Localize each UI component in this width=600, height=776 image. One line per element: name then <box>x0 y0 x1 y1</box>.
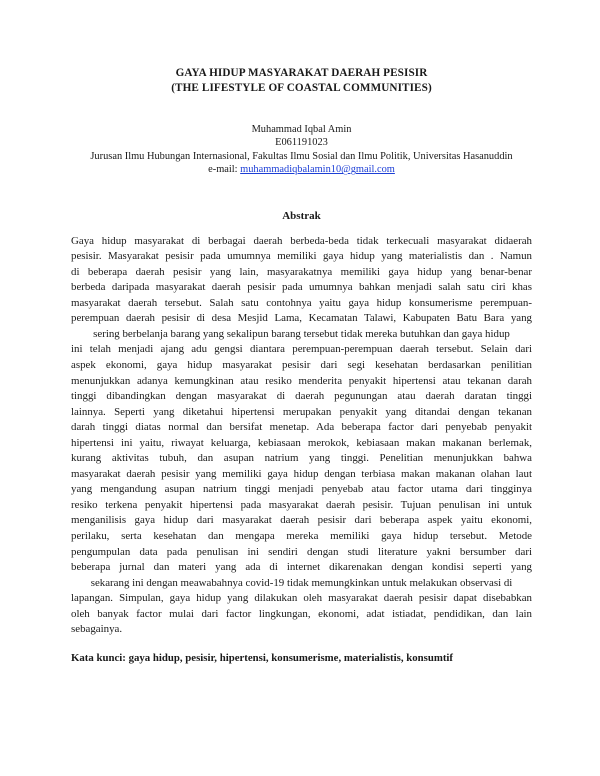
abstract-line: masyarakat daerah tersebut. Salah satu contohnya yaitu gaya hidup konsumerisme perempuan- <box>71 296 532 309</box>
abstract-line: menunjukkan adanya kemungkinan atau resiko menderita penyakit hipertensi atau tekanan darah <box>71 374 532 387</box>
abstract-line: tinggi dibandingkan dengan masyarakat di daerah pegunungan atau daerah daratan tinggi <box>71 390 532 403</box>
author-affiliation: Jurusan Ilmu Hubungan Internasional, Fakultas Ilmu Sosial dan Ilmu Politik, Universitas Hasanuddin <box>90 150 513 162</box>
abstract-line: Gaya hidup masyarakat di berbagai daerah berbeda-beda tidak terkecuali masyarakat didaerah <box>71 234 532 247</box>
author-email-line <box>71 163 532 176</box>
abstract-line: beberapa jurnal dan materi yang ada di internet dikarenakan dengan kondisi seperti yang <box>71 561 532 574</box>
abstract-line: sering berbelanja barang yang sekalipun barang tersebut tidak mereka butuhkan dan gaya hidup <box>93 327 510 340</box>
abstract-line: di beberapa daerah pesisir yang lain, masyarakatnya memiliki gaya hidup yang benar-benar <box>71 265 532 278</box>
abstract-line: lapangan. Simpulan, gaya hidup yang dilakukan oleh masyarakat daerah pesisir dapat disebabkan <box>71 592 532 605</box>
abstract-line: pengumpulan data pada penulisan ini sendiri dengan studi literature yakni bersumber dari <box>71 545 532 558</box>
abstract-body <box>71 234 532 638</box>
author-block <box>71 123 532 177</box>
author-student-id: E061191023 <box>275 137 328 149</box>
email-label: e-mail: <box>208 164 241 176</box>
abstract-line: resiko terkena penyakit hipertensi pada masyarakat daerah pesisir. Tujuan penulisan ini untuk <box>71 498 532 511</box>
title-line-1: GAYA HIDUP MASYARAKAT DAERAH PESISIR <box>175 67 428 79</box>
abstract-line: perempuan daerah pesisir di desa Mesjid Lama, Kecamatan Talawi, Kabupaten Batu Bara yang <box>71 312 532 325</box>
title-line-2: (THE LIFESTYLE OF COASTAL COMMUNITIES) <box>171 82 432 94</box>
abstract-line: oleh banyak factor mulai dari factor lingkungan, ekonomi, adat istiadat, pendidikan, dan lain <box>71 607 532 620</box>
abstract-line: menganilisis gaya hidup dari masyarakat daerah pesisir dari beberapa aspek yaitu ekonomi, <box>71 514 532 527</box>
abstract-line: sekarang ini dengan meawabahnya covid-19 tidak memungkinkan untuk melakukan observasi di <box>90 576 513 589</box>
abstract-line: hipertensi ini yaitu, riwayat keluarga, kebiasaan merokok, kebiasaan makan makanan berlemak, <box>71 436 532 449</box>
abstract-line: ini telah menjadi ajang adu gengsi diantara perempuan-perempuan daerah tersebut. Selain dari <box>71 343 532 356</box>
author-email-link[interactable]: muhammadiqbalamin10@gmail.com <box>240 164 395 176</box>
paper-title <box>71 66 532 96</box>
author-name: Muhammad Iqbal Amin <box>251 124 352 135</box>
abstract-line: pesisir. Masyarakat pesisir pada umumnya memiliki gaya hidup yang materialistis dan . Namun <box>71 250 532 263</box>
abstract-line: kurang aktivitas tubuh, dan asupan natrium yang tinggi. Penelitian menunjukkan bahwa <box>71 452 532 465</box>
abstract-line: aspek ekonomi, gaya hidup masyarakat pesisir dari segi kesehatan berdasarkan penilitian <box>71 359 532 371</box>
abstract-line: darah tinggi diatas normal dan bersifat menetap. Ada beberapa factor dari penyebab penyakit <box>71 421 532 434</box>
abstract-line: lainnya. Seperti yang diketahui hipertensi merupakan penyakit yang ditandai dengan tekanan <box>71 405 532 418</box>
abstract-line: masyarakat daerah pesisir yang memiliki gaya hidup dengan terbiasa makan makanan olahan laut <box>71 467 532 480</box>
abstract-line: perilaku, serta kesehatan dan mengapa mereka memiliki gaya hidup tersebut. Metode <box>71 530 532 543</box>
keywords: Kata kunci: gaya hidup, pesisir, hipertensi, konsumerisme, materialistis, konsumtif <box>71 651 454 664</box>
abstract-line: berbeda daripada masyarakat daerah pesisir pada umumnya bahkan menjadi salah satu ciri khas <box>71 281 532 294</box>
abstract-line: yang mengandung asupan natrium tinggi menjadi penyebab atau factor utama dari tingginya <box>71 483 532 496</box>
abstract-heading: Abstrak <box>282 209 321 222</box>
abstract-line: sebagainya. <box>71 623 123 636</box>
